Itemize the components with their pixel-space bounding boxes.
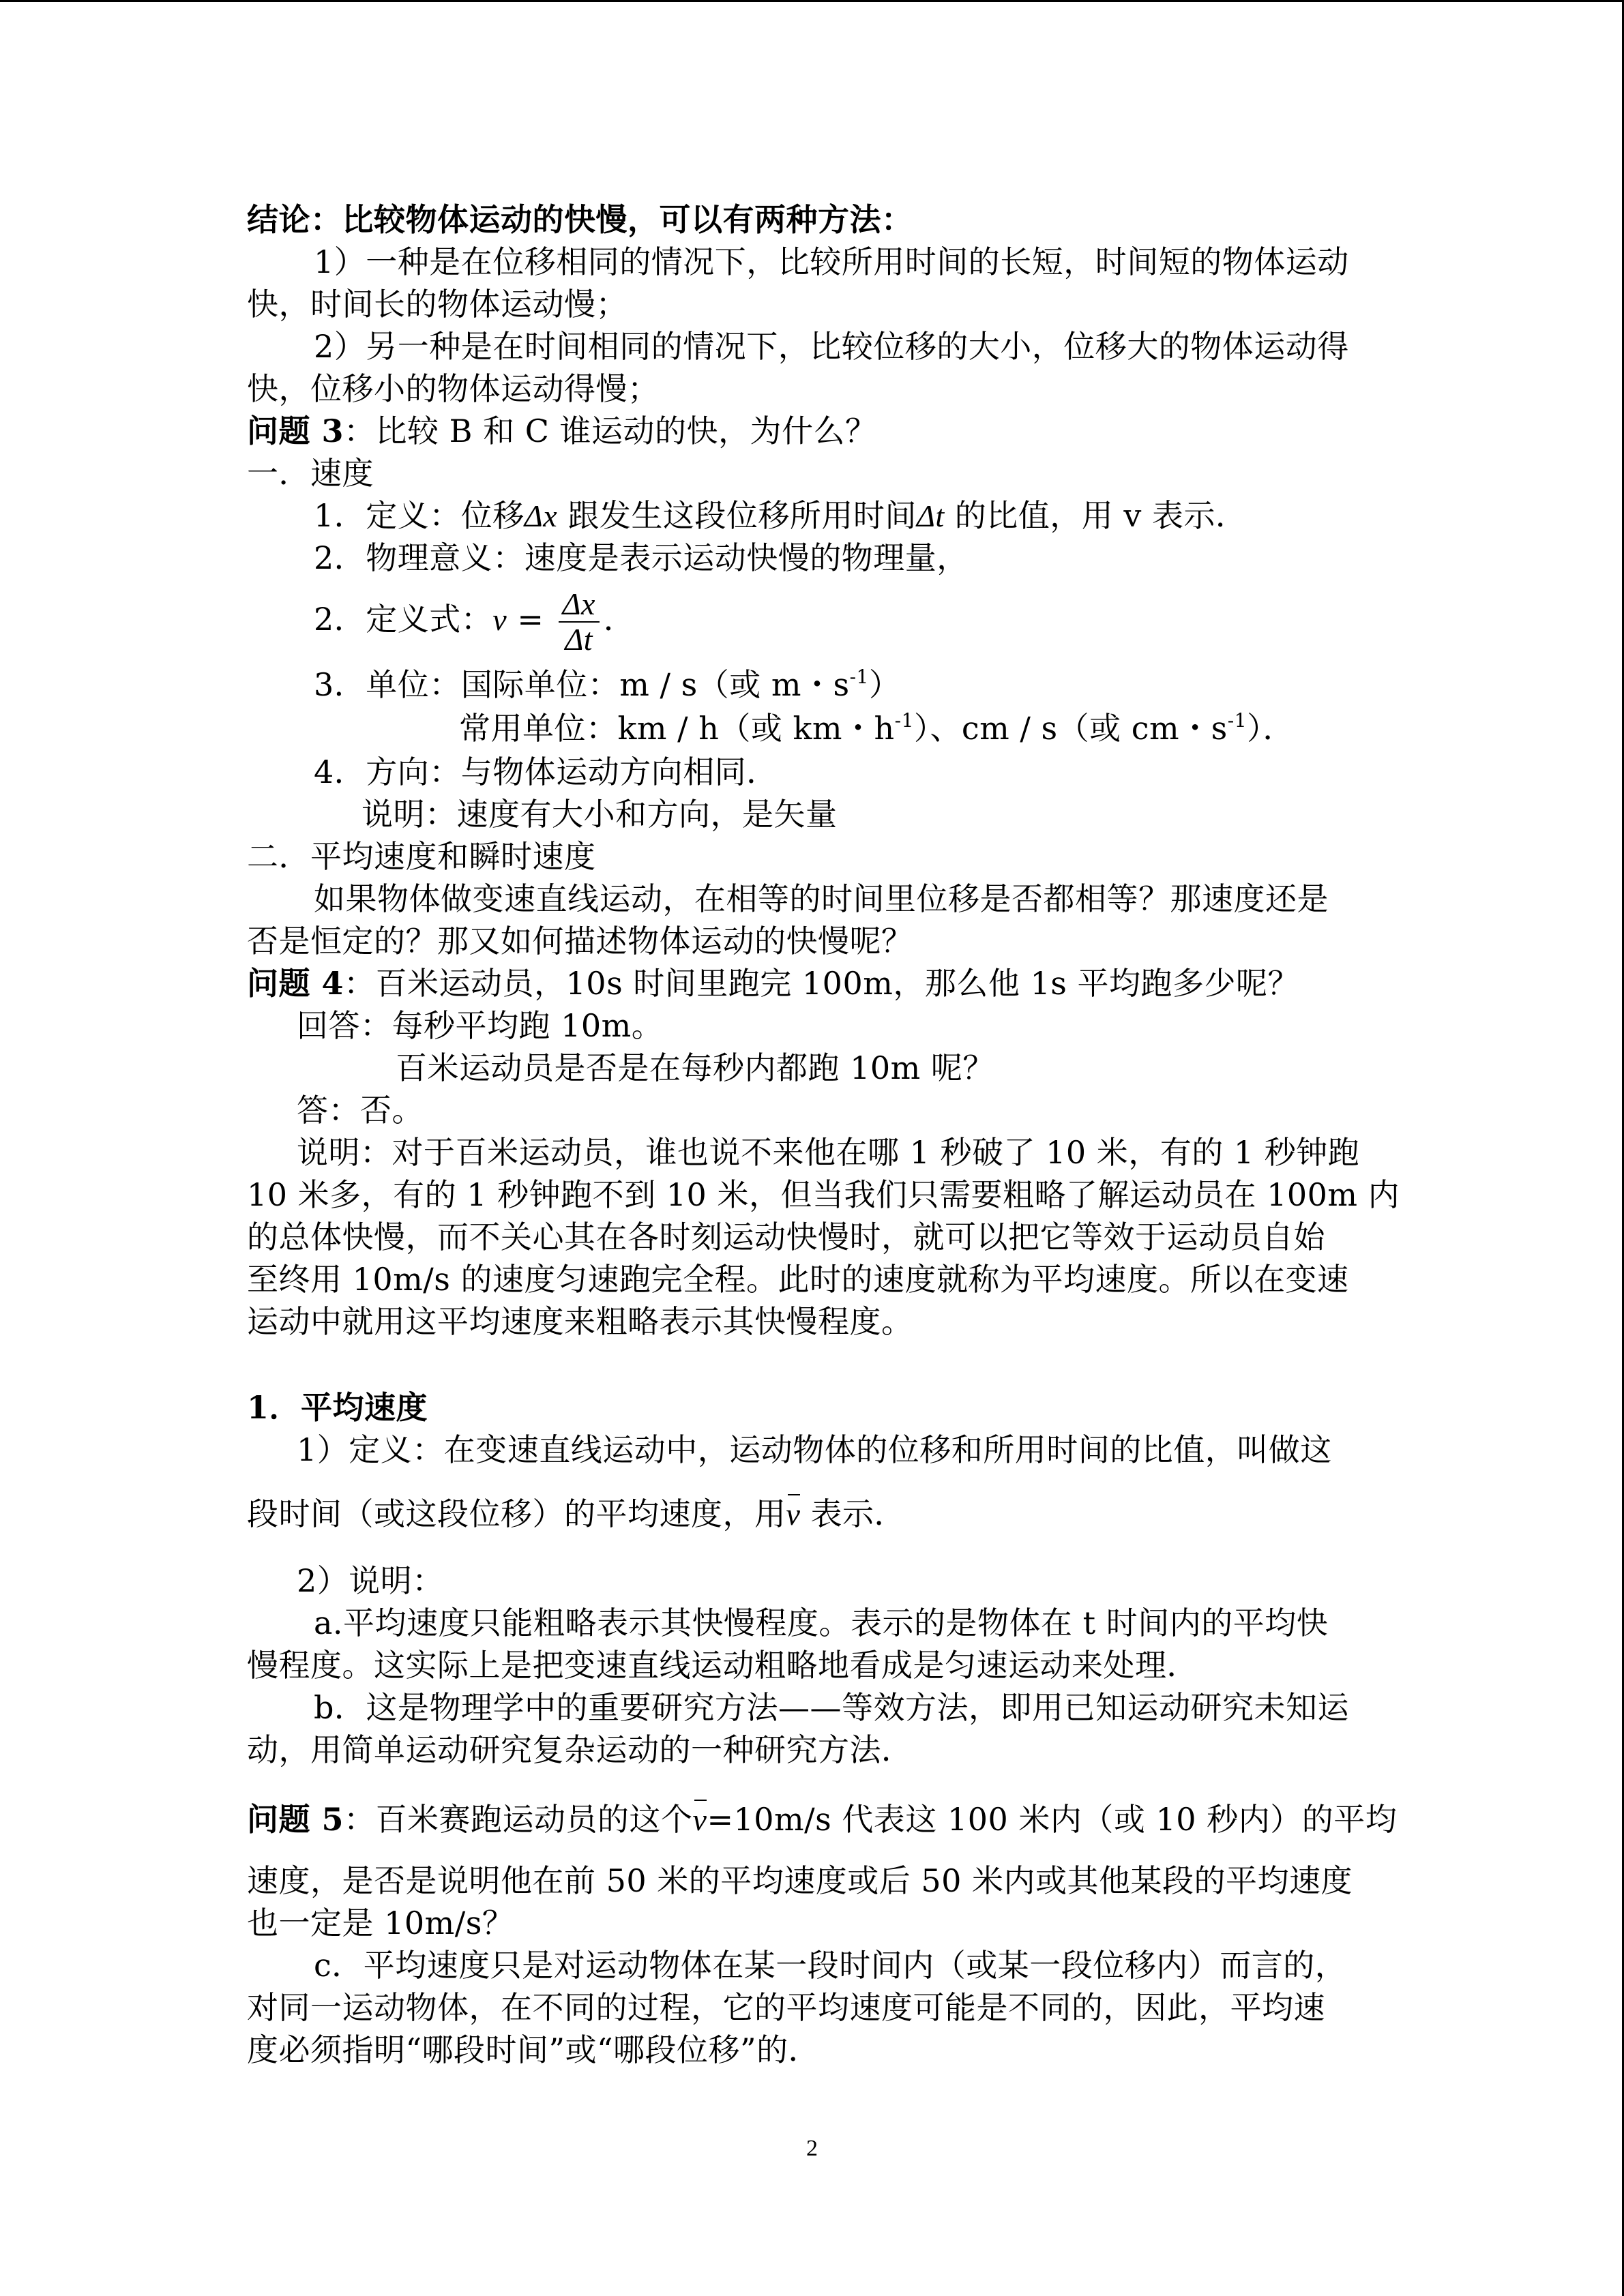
units-line-si bbox=[314, 666, 900, 704]
text-span: 的比值，用 v 表示． bbox=[944, 497, 1247, 534]
text-span: ）、cm / s（或 cm・s bbox=[913, 710, 1228, 747]
equals-sign: = bbox=[507, 601, 555, 638]
text-span: 跟发生这段位移所用时间 bbox=[557, 497, 917, 534]
text-line: 对同一运动物体，在不同的过程，它的平均速度可能是不同的，因此，平均速 bbox=[247, 1989, 1325, 2026]
fraction bbox=[559, 587, 600, 657]
text-span: ） bbox=[868, 666, 901, 703]
math-delta-t: Δt bbox=[916, 498, 945, 533]
question-label: 问题 5 bbox=[247, 1801, 344, 1838]
math-v: v bbox=[492, 602, 507, 637]
text-line bbox=[247, 1495, 906, 1534]
conclusion-heading: 结论：比较物体运动的快慢，可以有两种方法： bbox=[247, 201, 913, 238]
text-line: 动，用简单运动研究复杂运动的一种研究方法． bbox=[247, 1731, 913, 1768]
text-span: 段时间（或这段位移）的平均速度，用 bbox=[247, 1495, 786, 1532]
text-line: 说明：对于百米运动员，谁也说不来他在哪 1 秒破了 10 米，有的 1 秒钟跑 bbox=[297, 1134, 1360, 1171]
text-line: 也一定是 10m/s？ bbox=[247, 1905, 514, 1941]
text-line: 10 米多，有的 1 秒钟跑不到 10 米，但当我们只需要粗略了解运动员在 100m 内 bbox=[247, 1176, 1400, 1213]
question-text: ：百米运动员，10s 时间里跑完 100m，那么他 1s 平均跑多少呢？ bbox=[344, 965, 1299, 1002]
text-line: 说明：速度有大小和方向，是矢量 bbox=[361, 796, 838, 833]
text-line: 回答：每秒平均跑 10m。 bbox=[297, 1007, 664, 1044]
text-span: 2．定义式： bbox=[314, 601, 493, 638]
text-line: 速度，是否是说明他在前 50 米的平均速度或后 50 米内或其他某段的平均速度 bbox=[247, 1862, 1353, 1899]
question-3 bbox=[247, 412, 877, 450]
text-line: 否是恒定的？那又如何描述物体运动的快慢呢？ bbox=[247, 923, 913, 959]
math-v-bar: v bbox=[693, 1801, 707, 1839]
superscript: -1 bbox=[849, 666, 869, 688]
text-span: 3．单位：国际单位：m / s（或 m・s bbox=[314, 666, 850, 703]
page-number: 2 bbox=[806, 2136, 818, 2161]
text-line: 4．方向：与物体运动方向相同． bbox=[314, 754, 778, 790]
formula-line bbox=[314, 585, 635, 656]
text-line: 至终用 10m/s 的速度匀速跑完全程。此时的速度就称为平均速度。所以在变速 bbox=[247, 1261, 1349, 1298]
question-label: 问题 4 bbox=[247, 965, 344, 1002]
text-line: 1）一种是在位移相同的情况下，比较所用时间的长短，时间短的物体运动 bbox=[314, 243, 1349, 280]
text-line: 1）定义：在变速直线运动中，运动物体的位移和所用时间的比值，叫做这 bbox=[297, 1431, 1332, 1468]
section-heading-average-speed: 二．平均速度和瞬时速度 bbox=[247, 838, 596, 875]
text-span: 表示． bbox=[800, 1495, 906, 1532]
subsection-heading: 1．平均速度 bbox=[247, 1389, 428, 1426]
units-line-common bbox=[459, 709, 1295, 747]
text-line: c．平均速度只是对运动物体在某一段时间内（或某一段位移内）而言的， bbox=[314, 1947, 1347, 1984]
text-span: 常用单位：km / h（或 km・h bbox=[459, 710, 895, 747]
definition-line bbox=[314, 496, 1247, 535]
text-line: 运动中就用这平均速度来粗略表示其快慢程度。 bbox=[247, 1303, 913, 1340]
text-line: 2．物理意义：速度是表示运动快慢的物理量， bbox=[314, 539, 969, 576]
math-v-bar: v bbox=[786, 1495, 801, 1534]
math-delta-x: Δx bbox=[524, 498, 558, 533]
text-span: ）． bbox=[1247, 710, 1295, 747]
text-line: 2）说明： bbox=[297, 1562, 444, 1599]
question-5 bbox=[247, 1800, 1397, 1839]
text-line: 快，位移小的物体运动得慢； bbox=[247, 370, 660, 407]
question-label: 问题 3 bbox=[247, 413, 344, 449]
text-span: ． bbox=[603, 601, 636, 638]
text-line: 如果物体做变速直线运动，在相等的时间里位移是否都相等？那速度还是 bbox=[314, 880, 1329, 917]
text-line: 百米运动员是否是在每秒内都跑 10m 呢？ bbox=[396, 1049, 994, 1086]
fraction-denominator: Δt bbox=[565, 622, 593, 657]
text-line: 慢程度。这实际上是把变速直线运动粗略地看成是匀速运动来处理． bbox=[247, 1647, 1198, 1684]
text-line: 快，时间长的物体运动慢； bbox=[247, 286, 628, 323]
question-text: =10m/s 代表这 100 米内（或 10 秒内）的平均 bbox=[707, 1801, 1398, 1838]
section-heading-speed: 一．速度 bbox=[247, 455, 374, 492]
text-line: b．这是物理学中的重要研究方法——等效方法，即用已知运动研究未知运 bbox=[314, 1689, 1349, 1726]
question-text: ：比较 B 和 C 谁运动的快，为什么？ bbox=[344, 413, 877, 449]
text-line: 度必须指明“哪段时间”或“哪段位移”的． bbox=[247, 2031, 821, 2068]
superscript: -1 bbox=[1227, 709, 1247, 732]
text-line: 的总体快慢，而不关心其在各时刻运动快慢时，就可以把它等效于运动员自始 bbox=[247, 1219, 1325, 1255]
question-4 bbox=[247, 964, 1299, 1002]
text-span: 1．定义：位移 bbox=[314, 497, 525, 534]
superscript: -1 bbox=[894, 709, 914, 732]
question-text: ：百米赛跑运动员的这个 bbox=[344, 1801, 693, 1838]
text-line: 2）另一种是在时间相同的情况下，比较位移的大小，位移大的物体运动得 bbox=[314, 328, 1349, 365]
text-line: 答：否。 bbox=[297, 1092, 424, 1129]
text-line: a.平均速度只能粗略表示其快慢程度。表示的是物体在 t 时间内的平均快 bbox=[314, 1605, 1329, 1641]
fraction-numerator: Δx bbox=[559, 587, 600, 623]
page-top-border bbox=[0, 0, 1624, 2]
